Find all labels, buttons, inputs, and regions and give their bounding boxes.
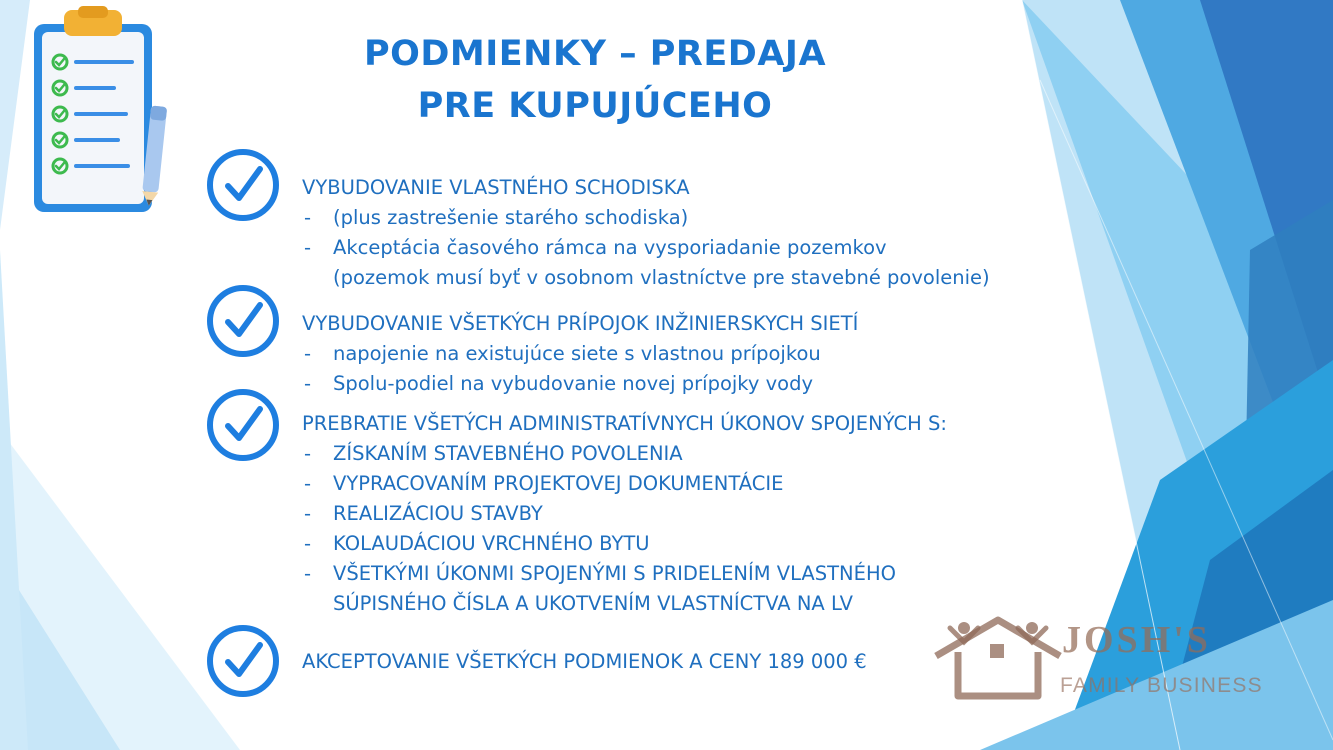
section-3-heading: PREBRATIE VŠETÝCH ADMINISTRATÍVNYCH ÚKONOV SPOJENÝCH S: (302, 412, 947, 435)
title-line-1: PODMIENKY – PREDAJA (363, 34, 827, 74)
check-circle-icon (206, 388, 280, 462)
list-item: - Akceptácia časového rámca na vysporiadanie pozemkov (pozemok musí byť v osobnom vlastníctve pre stavebné povolenie) (304, 236, 990, 289)
check-circle-icon (206, 148, 280, 222)
section-1 (302, 173, 990, 293)
logo-subtitle: FAMILY BUSINESS (1060, 674, 1263, 697)
company-logo (928, 612, 1298, 702)
list-item: - Spolu-podiel na vybudovanie novej prípojky vody (304, 372, 814, 395)
check-circle-icon (206, 624, 280, 698)
list-item: - REALIZÁCIOU STAVBY (304, 502, 543, 525)
section-2-list (302, 339, 858, 399)
section-1-list (302, 203, 990, 293)
check-circle-icon (206, 284, 280, 358)
clipboard-checklist-icon (22, 6, 182, 216)
list-item: - ZÍSKANÍM STAVEBNÉHO POVOLENIA (304, 442, 683, 465)
list-item: - (plus zastrešenie starého schodiska) (304, 206, 689, 229)
section-2 (302, 309, 858, 399)
section-2-heading: VYBUDOVANIE VŠETKÝCH PRÍPOJOK INŽINIERSKYCH SIETÍ (302, 312, 859, 335)
section-4-heading: AKCEPTOVANIE VŠETKÝCH PODMIENOK A CENY 189 000 € (302, 650, 867, 673)
section-1-heading: VYBUDOVANIE VLASTNÉHO SCHODISKA (302, 176, 690, 199)
list-item: - VŠETKÝMI ÚKONMI SPOJENÝMI S PRIDELENÍM VLASTNÉHO SÚPISNÉHO ČÍSLA A UKOTVENÍM VLASTNÍCTVA NA LV (304, 562, 896, 615)
section-3-list (302, 439, 947, 619)
section-3 (302, 409, 947, 619)
list-item: - napojenie na existujúce siete s vlastnou prípojkou (304, 342, 821, 365)
list-item: - VYPRACOVANÍM PROJEKTOVEJ DOKUMENTÁCIE (304, 472, 784, 495)
slide-title (330, 28, 860, 132)
section-4 (302, 647, 867, 677)
logo-title: JOSH'S (1062, 619, 1211, 661)
title-line-2: PRE KUPUJÚCEHO (417, 86, 773, 126)
list-item: - KOLAUDÁCIOU VRCHNÉHO BYTU (304, 532, 650, 555)
house-people-logo-icon (928, 612, 1068, 702)
